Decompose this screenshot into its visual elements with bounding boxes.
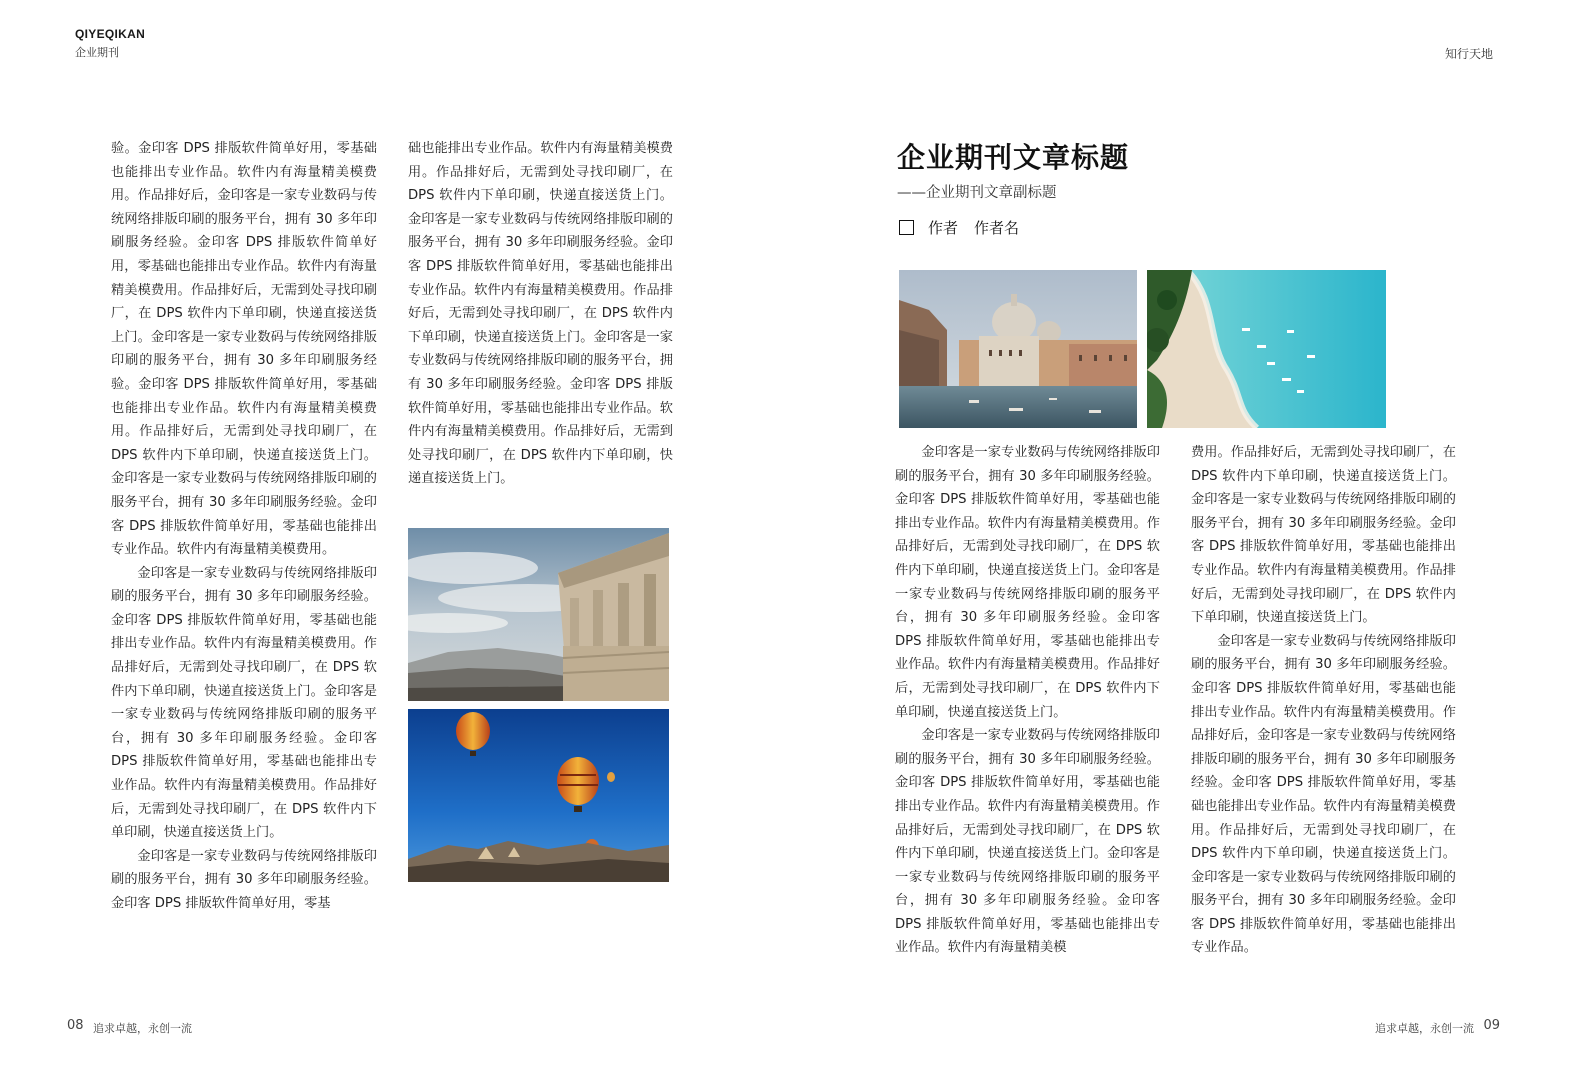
ancient-temple-photo xyxy=(408,528,669,701)
article-title: 企业期刊文章标题 xyxy=(897,141,1130,174)
right-page-number: 09 xyxy=(1483,1018,1500,1033)
brand-name-en: QIYEQIKAN xyxy=(75,27,146,41)
hot-air-balloon-photo xyxy=(408,709,669,882)
body-paragraph: 金印客是一家专业数码与传统网络排版印刷的服务平台，拥有 30 多年印刷服务经验。金印客 DPS 排版软件简单好用，零基础也能排出专业作品。软件内有海量精美模费用。作品排好后，无需到处寻找印刷厂，在 DPS 软件内下单印刷，快递直接送货上门。金印客是一家专业数码与传统网络排版印刷的服务平台，拥有 30 多年印刷服务经验。金印客 DPS 排版软件简单好用，零基础也能排出专业作品。软件内有海量精美模 xyxy=(895,728,1160,956)
body-paragraph: 金印客是一家专业数码与传统网络排版印刷的服务平台，拥有 30 多年印刷服务经验。金印客 DPS 排版软件简单好用，零基 xyxy=(111,848,377,911)
left-page-column-2 xyxy=(408,137,673,521)
right-footer-slogan: 追求卓越，永创一流 xyxy=(1375,1022,1474,1035)
venice-canal-photo xyxy=(899,270,1137,428)
brand-name-cn: 企业期刊 xyxy=(75,46,119,59)
body-paragraph: 验。金印客 DPS 排版软件简单好用，零基础也能排出专业作品。软件内有海量精美模费用。作品排好后，金印客是一家专业数码与传统网络排版印刷的服务平台，拥有 30 多年印刷服务经验。金印客 DPS 排版软件简单好用，零基础也能排出专业作品。软件内有海量精美模费用。作品排好后，无需到处寻找印刷厂，在 DPS 软件内下单印刷，快递直接送货上门。金印客是一家专业数码与传统网络排版印刷的服务平台，拥有 30 多年印刷服务经验。金印客 DPS 排版软件简单好用，零基础也能排出专业作品。软件内有海量精美模费用。作品排好后，无需到处寻找印刷厂，在 DPS 软件内下单印刷，快递直接送货上门。金印客是一家专业数码与传统网络排版印刷的服务平台，拥有 30 多年印刷服务经验。金印客 DPS 排版软件简单好用，零基础也能排出专业作品。软件内有海量精美模费用。 xyxy=(111,141,377,558)
body-paragraph: 础也能排出专业作品。软件内有海量精美模费用。作品排好后，无需到处寻找印刷厂，在 DPS 软件内下单印刷，快递直接送货上门。金印客是一家专业数码与传统网络排版印刷的服务平台，拥有 30 多年印刷服务经验。金印客 DPS 排版软件简单好用，零基础也能排出专业作品。软件内有海量精美模费用。作品排好后，无需到处寻找印刷厂，在 DPS 软件内下单印刷，快递直接送货上门。金印客是一家专业数码与传统网络排版印刷的服务平台，拥有 30 多年印刷服务经验。金印客 DPS 排版软件简单好用，零基础也能排出专业作品。软件内有海量精美模费用。作品排好后，无需到处寻找印刷厂，在 DPS 软件内下单印刷，快递直接送货上门。 xyxy=(408,141,673,487)
right-page-column-2 xyxy=(1191,441,1456,986)
left-page-number: 08 xyxy=(67,1018,84,1033)
author-name: 作者名 xyxy=(974,219,1020,237)
aerial-beach-photo xyxy=(1147,270,1386,428)
article-subtitle: ——企业期刊文章副标题 xyxy=(897,185,1057,201)
body-paragraph: 金印客是一家专业数码与传统网络排版印刷的服务平台，拥有 30 多年印刷服务经验。金印客 DPS 排版软件简单好用，零基础也能排出专业作品。软件内有海量精美模费用。作品排好后，无需到处寻找印刷厂，在 DPS 软件内下单印刷，快递直接送货上门。金印客是一家专业数码与传统网络排版印刷的服务平台，拥有 30 多年印刷服务经验。金印客 DPS 排版软件简单好用，零基础也能排出专业作品。软件内有海量精美模费用。作品排好后，无需到处寻找印刷厂，在 DPS 软件内下单印刷，快递直接送货上门。 xyxy=(895,445,1160,720)
body-paragraph: 费用。作品排好后，无需到处寻找印刷厂，在 DPS 软件内下单印刷，快递直接送货上门。金印客是一家专业数码与传统网络排版印刷的服务平台，拥有 30 多年印刷服务经验。金印客 DPS 排版软件简单好用，零基础也能排出专业作品。软件内有海量精美模费用。作品排好后，无需到处寻找印刷厂，在 DPS 软件内下单印刷，快递直接送货上门。 xyxy=(1191,445,1456,626)
body-paragraph: 金印客是一家专业数码与传统网络排版印刷的服务平台，拥有 30 多年印刷服务经验。金印客 DPS 排版软件简单好用，零基础也能排出专业作品。软件内有海量精美模费用。作品排好后，金印客是一家专业数码与传统网络排版印刷的服务平台，拥有 30 多年印刷服务经验。金印客 DPS 排版软件简单好用，零基础也能排出专业作品。软件内有海量精美模费用。作品排好后，无需到处寻找印刷厂，在 DPS 软件内下单印刷，快递直接送货上门。金印客是一家专业数码与传统网络排版印刷的服务平台，拥有 30 多年印刷服务经验。金印客 DPS 排版软件简单好用，零基础也能排出专业作品。 xyxy=(1191,633,1456,956)
square-icon xyxy=(899,220,914,235)
left-footer-slogan: 追求卓越，永创一流 xyxy=(93,1022,192,1035)
right-page-column-1 xyxy=(895,441,1160,986)
left-page-column-1 xyxy=(111,137,377,967)
section-name: 知行天地 xyxy=(1444,47,1493,61)
author-label: 作者 xyxy=(928,219,959,237)
body-paragraph: 金印客是一家专业数码与传统网络排版印刷的服务平台，拥有 30 多年印刷服务经验。金印客 DPS 排版软件简单好用，零基础也能排出专业作品。软件内有海量精美模费用。作品排好后，无需到处寻找印刷厂，在 DPS 软件内下单印刷，快递直接送货上门。金印客是一家专业数码与传统网络排版印刷的服务平台，拥有 30 多年印刷服务经验。金印客 DPS 排版软件简单好用，零基础也能排出专业作品。软件内有海量精美模费用。作品排好后，无需到处寻找印刷厂，在 DPS 软件内下单印刷，快递直接送货上门。 xyxy=(111,565,377,841)
author-line xyxy=(899,217,1019,238)
